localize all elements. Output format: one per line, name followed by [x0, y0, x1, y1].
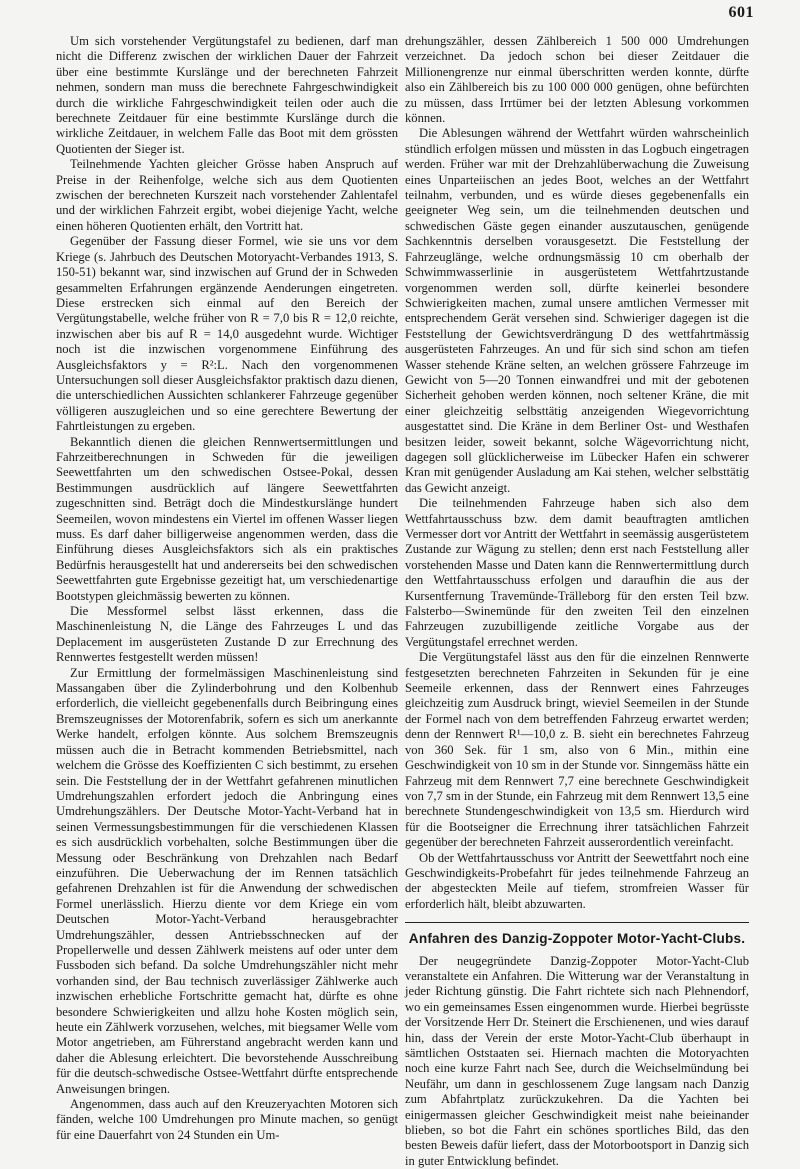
paragraph: Bekanntlich dienen die gleichen Rennwertsermittlungen und Fahrzeitberechnungen in Schweden für die jeweiligen Seewettfahrten um den schwedischen Ostsee-Pokal, dessen Bestimmungen ausdrücklich auf längere Seewettfahrten zugeschnitten sind. Beträgt doch die Mindestkurslänge hundert Seemeilen, wovon mindestens ein Viertel im offenen Wasser liegen muss. Es darf daher billigerweise angenommen werden, dass die Einführung dieses Ausgleichsfaktors sich als ein praktisches Bedürfnis herausgestellt hat und andererseits bei den schwedischen Seewettfahrten gute Ergebnisse gezeitigt hat, um verschiedenartige Bootstypen gleichmässig bewerten zu können.: [56, 434, 398, 603]
paragraph: Um sich vorstehender Vergütungstafel zu bedienen, darf man nicht die Differenz zwischen der wirklichen Dauer der Fahrzeit über eine bestimmte Kurslänge und der berechneten Fahrzeit nehmen, sondern man muss die berechnete Fahrgeschwindigkeit durch die wirkliche Fahrgeschwindigkeit teilen oder auch die berechnete Zeitdauer für eine bestimmte Kurslänge durch die wirkliche Zeitdauer, in welchem Falle das Boot mit dem grössten Quotienten der Sieger ist.: [56, 34, 398, 156]
paragraph: Die Ablesungen während der Wettfahrt würden wahrscheinlich stündlich erfolgen müssen und müssten in das Logbuch eingetragen werden. Früher war mit der Drehzahlüberwachung die Zuweisung eines Unparteiischen an jedes Boot, welches an der Wettfahrt teilnahm, verbunden, und es würde dieses gegebenenfalls ein geeigneter Weg sein, um die teilnehmenden deutschen und schwedischen Gäste gegen einander auszutauschen, genügende Sachkenntnis derselben vorausgesetzt. Die Feststellung der Fahrzeuglänge, welche ordnungsmässig 10 cm oberhalb der Schwimmwasserlinie in ausgerüstetem Wettfahrtzustande vorgenommen werden soll, dürfte keinerlei besondere Schwierigkeiten machen, zumal unsere amtlichen Vermesser mit entsprechendem Gerät versehen sind. Schwieriger dagegen ist die Feststellung der Gewichtsverdrängung D des wettfahrtmässig ausgerüsteten Fahrzeuges. An und für sich sind schon am tiefen Wasser stehende Kräne selten, an welchen grössere Fahrzeuge im Gewicht von 5—20 Tonnen einwandfrei und mit der gebotenen Sicherheit gehoben werden können, noch seltener Kräne, die mit einer gleichzeitig selbsttätig anzeigenden Wiegevorrichtung ausgestattet sind. Die Kräne in dem Berliner Ost- und Westhafen besitzen leider, soweit bekannt, solche Wägevorrichtung nicht, dagegen soll glücklicherweise im Lübecker Hafen ein schwerer Kran mit genügender Ausladung am Kai stehen, welcher selbsttätig das Gewicht anzeigt.: [405, 126, 749, 495]
paragraph: Die Vergütungstafel lässt aus den für die einzelnen Rennwerte festgesetzten berechneten Fahrzeiten in Sekunden für je eine Seemeile erkennen, dass der Rennwert eines Fahrzeuges gleichzeitig zum Ausdruck bringt, wieviel Seemeilen in der Stunde der Formel nach von dem betreffenden Fahrzeug erwartet werden; denn der Rennwert R¹—10,0 z. B. sieht ein berechnetes Fahrzeug von 360 Sek. für 1 sm, also von 6 Min., mithin eine Geschwindigkeit von 10 sm in der Stunde vor. Sinngemäss hätte ein Fahrzeug mit dem Rennwert 7,7 eine berechnete Geschwindigkeit von 7,7 sm in der Stunde, ein Fahrzeug mit dem Rennwert 13,5 eine berechnete Stundengeschwindigkeit von 13,5 sm. Hierdurch wird für die Bootseigner die Errechnung ihrer tatsächlichen Fahrzeit gegenüber der berechneten Fahrzeit ausserordentlich vereinfacht.: [405, 650, 749, 850]
paragraph: Gegenüber der Fassung dieser Formel, wie sie uns vor dem Kriege (s. Jahrbuch des Deutschen Motoryacht-Verbandes 1913, S. 150-51) bekannt war, sind inzwischen auf Grund der in Schweden gesammelten Erfahrungen ergänzende Aenderungen eingetreten. Diese erstrecken sich einmal auf den Bereich der Vergütungstabelle, welche früher von R = 7,0 bis R = 12,0 reichte, inzwischen aber bis auf R = 14,0 ausgedehnt wurde. Wichtiger noch ist die inzwischen vorgenommene Einführung des Ausgleichsfaktors y = R²:L. Nach den vorgenommenen Untersuchungen soll dieser Ausgleichsfaktor praktisch dazu dienen, die unterschiedlichen Aussichten schlankerer Fahrzeuge gegenüber völligeren auszugleichen und so eine gerechtere Bewertung der Fahrtleistungen zu ergeben.: [56, 234, 398, 434]
paragraph: Der neugegründete Danzig-Zoppoter Motor-Yacht-Club veranstaltete ein Anfahren. Die Witterung war der Veranstaltung in jeder Richtung günstig. Die Fahrt richtete sich nach Plehnendorf, wo ein gemeinsames Essen eingenommen wurde. Hierbei begrüsste der Vorsitzende Herr Dr. Steinert die Erschienenen, und wies darauf hin, dass der Verein der erste Motor-Yacht-Club überhaupt in sämtlichen Oststaaten sei. Hiernach machten die Motoryachten noch eine kurze Fahrt nach See, durch die Weichselmündung bei Neufähr, um dann in geschlossenem Zuge langsam nach Danzig zum Abfahrtplatz zurückzukehren. Da die Yachten bei einigermassen gleicher Geschwindigkeit meist nahe beieinander blieben, so bot die Fahrt ein schönes sportliches Bild, das den besten Beweis dafür liefert, dass der Motorbootsport in Danzig sich in guter Entwicklung befindet.: [405, 953, 749, 1168]
left-column: [56, 34, 398, 1143]
section-heading: Anfahren des Danzig-Zoppoter Motor-Yacht-Clubs.: [408, 931, 746, 947]
section-divider: [405, 922, 749, 923]
right-column: [405, 34, 749, 1169]
paragraph: Die teilnehmenden Fahrzeuge haben sich also dem Wettfahrtausschuss bzw. dem damit beauftragten amtlichen Vermesser dort vor Antritt der Wettfahrt in seemässig ausgerüstetem Zustande zur Wägung zu stellen; denn erst nach Feststellung aller vorstehenden Masse und Daten kann die Rennwertermittlung durch den Wettfahrtausschuss erfolgen und daraufhin die aus der Kursentfernung Travemünde-Trälleborg für den ersten Teil bzw. Falsterbo—Swinemünde für den zweiten Teil den einzelnen Fahrzeugen zuzubilligende zeitliche Vorgabe aus der Vergütungstafel errechnet werden.: [405, 496, 749, 649]
paragraph: Die Messformel selbst lässt erkennen, dass die Maschinenleistung N, die Länge des Fahrzeuges L und das Deplacement im ausgerüsteten Zustande D zur Errechnung des Rennwertes festgestellt werden müssen!: [56, 604, 398, 665]
paragraph-continued: drehungszähler, dessen Zählbereich 1 500 000 Umdrehungen verzeichnet. Da jedoch schon bei dieser Zeitdauer die Millionengrenze nur einmal überschritten werden konnte, dürfte also ein Zählbereich bis zu 100 000 000 genügen, ohne befürchten zu müssen, dass Irrtümer bei der letzten Ablesung vorkommen können.: [405, 34, 749, 126]
paragraph: Teilnehmende Yachten gleicher Grösse haben Anspruch auf Preise in der Reihenfolge, welche sich aus dem Quotienten zwischen der berechneten Kurszeit nach vorstehender Zahlentafel und der wirklichen Fahrzeit ergibt, wobei diejenige Yacht, welche einen höheren Quotienten erhält, den Vortritt hat.: [56, 157, 398, 233]
page-number: 601: [728, 4, 754, 21]
paragraph: Ob der Wettfahrtausschuss vor Antritt der Seewettfahrt noch eine Geschwindigkeits-Probefahrt für jedes teilnehmende Fahrzeug an der abgesteckten Meile auf tiefem, stromfreien Wasser für erforderlich hält, bleibt abzuwarten.: [405, 850, 749, 911]
paragraph: Angenommen, dass auch auf den Kreuzeryachten Motoren sich fänden, welche 100 Umdrehungen pro Minute machen, so genügt für eine Dauerfahrt von 24 Stunden ein Um-: [56, 1097, 398, 1142]
paragraph: Zur Ermittlung der formelmässigen Maschinenleistung sind Massangaben über die Zylinderbohrung und den Kolbenhub erforderlich, die vielleicht gegebenenfalls durch Beibringung eines Bremszeugnisses der Motorenfabrik, sofern es sich um anerkannte Werke handelt, erfolgen könnte. Aus solchem Bremszeugnis müssen auch die in Betracht kommenden Betriebsmittel, nach welchem die Grösse des Koeffizienten C sich bestimmt, zu ersehen sein. Die Feststellung der in der Wettfahrt gefahrenen minutlichen Umdrehungszahlen erfordert jedoch die Anbringung eines Umdrehungszählers. Der Deutsche Motor-Yacht-Verband hat in seinen Vermessungsbestimmungen für die verschiedenen Klassen es sich ausdrücklich vorbehalten, solche Bestimmungen über die Messung oder Beschränkung von Drehzahlen nach Bedarf einzuführen. Die Ueberwachung der im Rennen tatsächlich gefahrenen Drehzahlen ist für die Anwendung der schwedischen Formel unerlässlich. Hierzu diente vor dem Kriege ein vom Deutschen Motor-Yacht-Verband herausgebrachter Umdrehungszähler, dessen Antriebsschnecken auf der Propellerwelle und dessen Zählwerk meistens auf oder unter dem Fussboden sich befand. Da solche Umdrehungszähler nicht mehr vorhanden sind, der Bau technisch zuverlässiger Zählwerke auch inzwischen erhebliche Fortschritte gemacht hat, dürfte es ohne besondere Schwierigkeiten und allzu hohe Kosten möglich sein, heute ein Zählwerk vorzusehen, welches, mit biegsamer Welle vom Motor angetrieben, am Führerstand angebracht werden kann und daher die Ablesung erleichtert. Die bevorstehende Ausschreibung für die deutsch-schwedische Ostsee-Wettfahrt dürfte entsprechende Anweisungen bringen.: [56, 665, 398, 1096]
